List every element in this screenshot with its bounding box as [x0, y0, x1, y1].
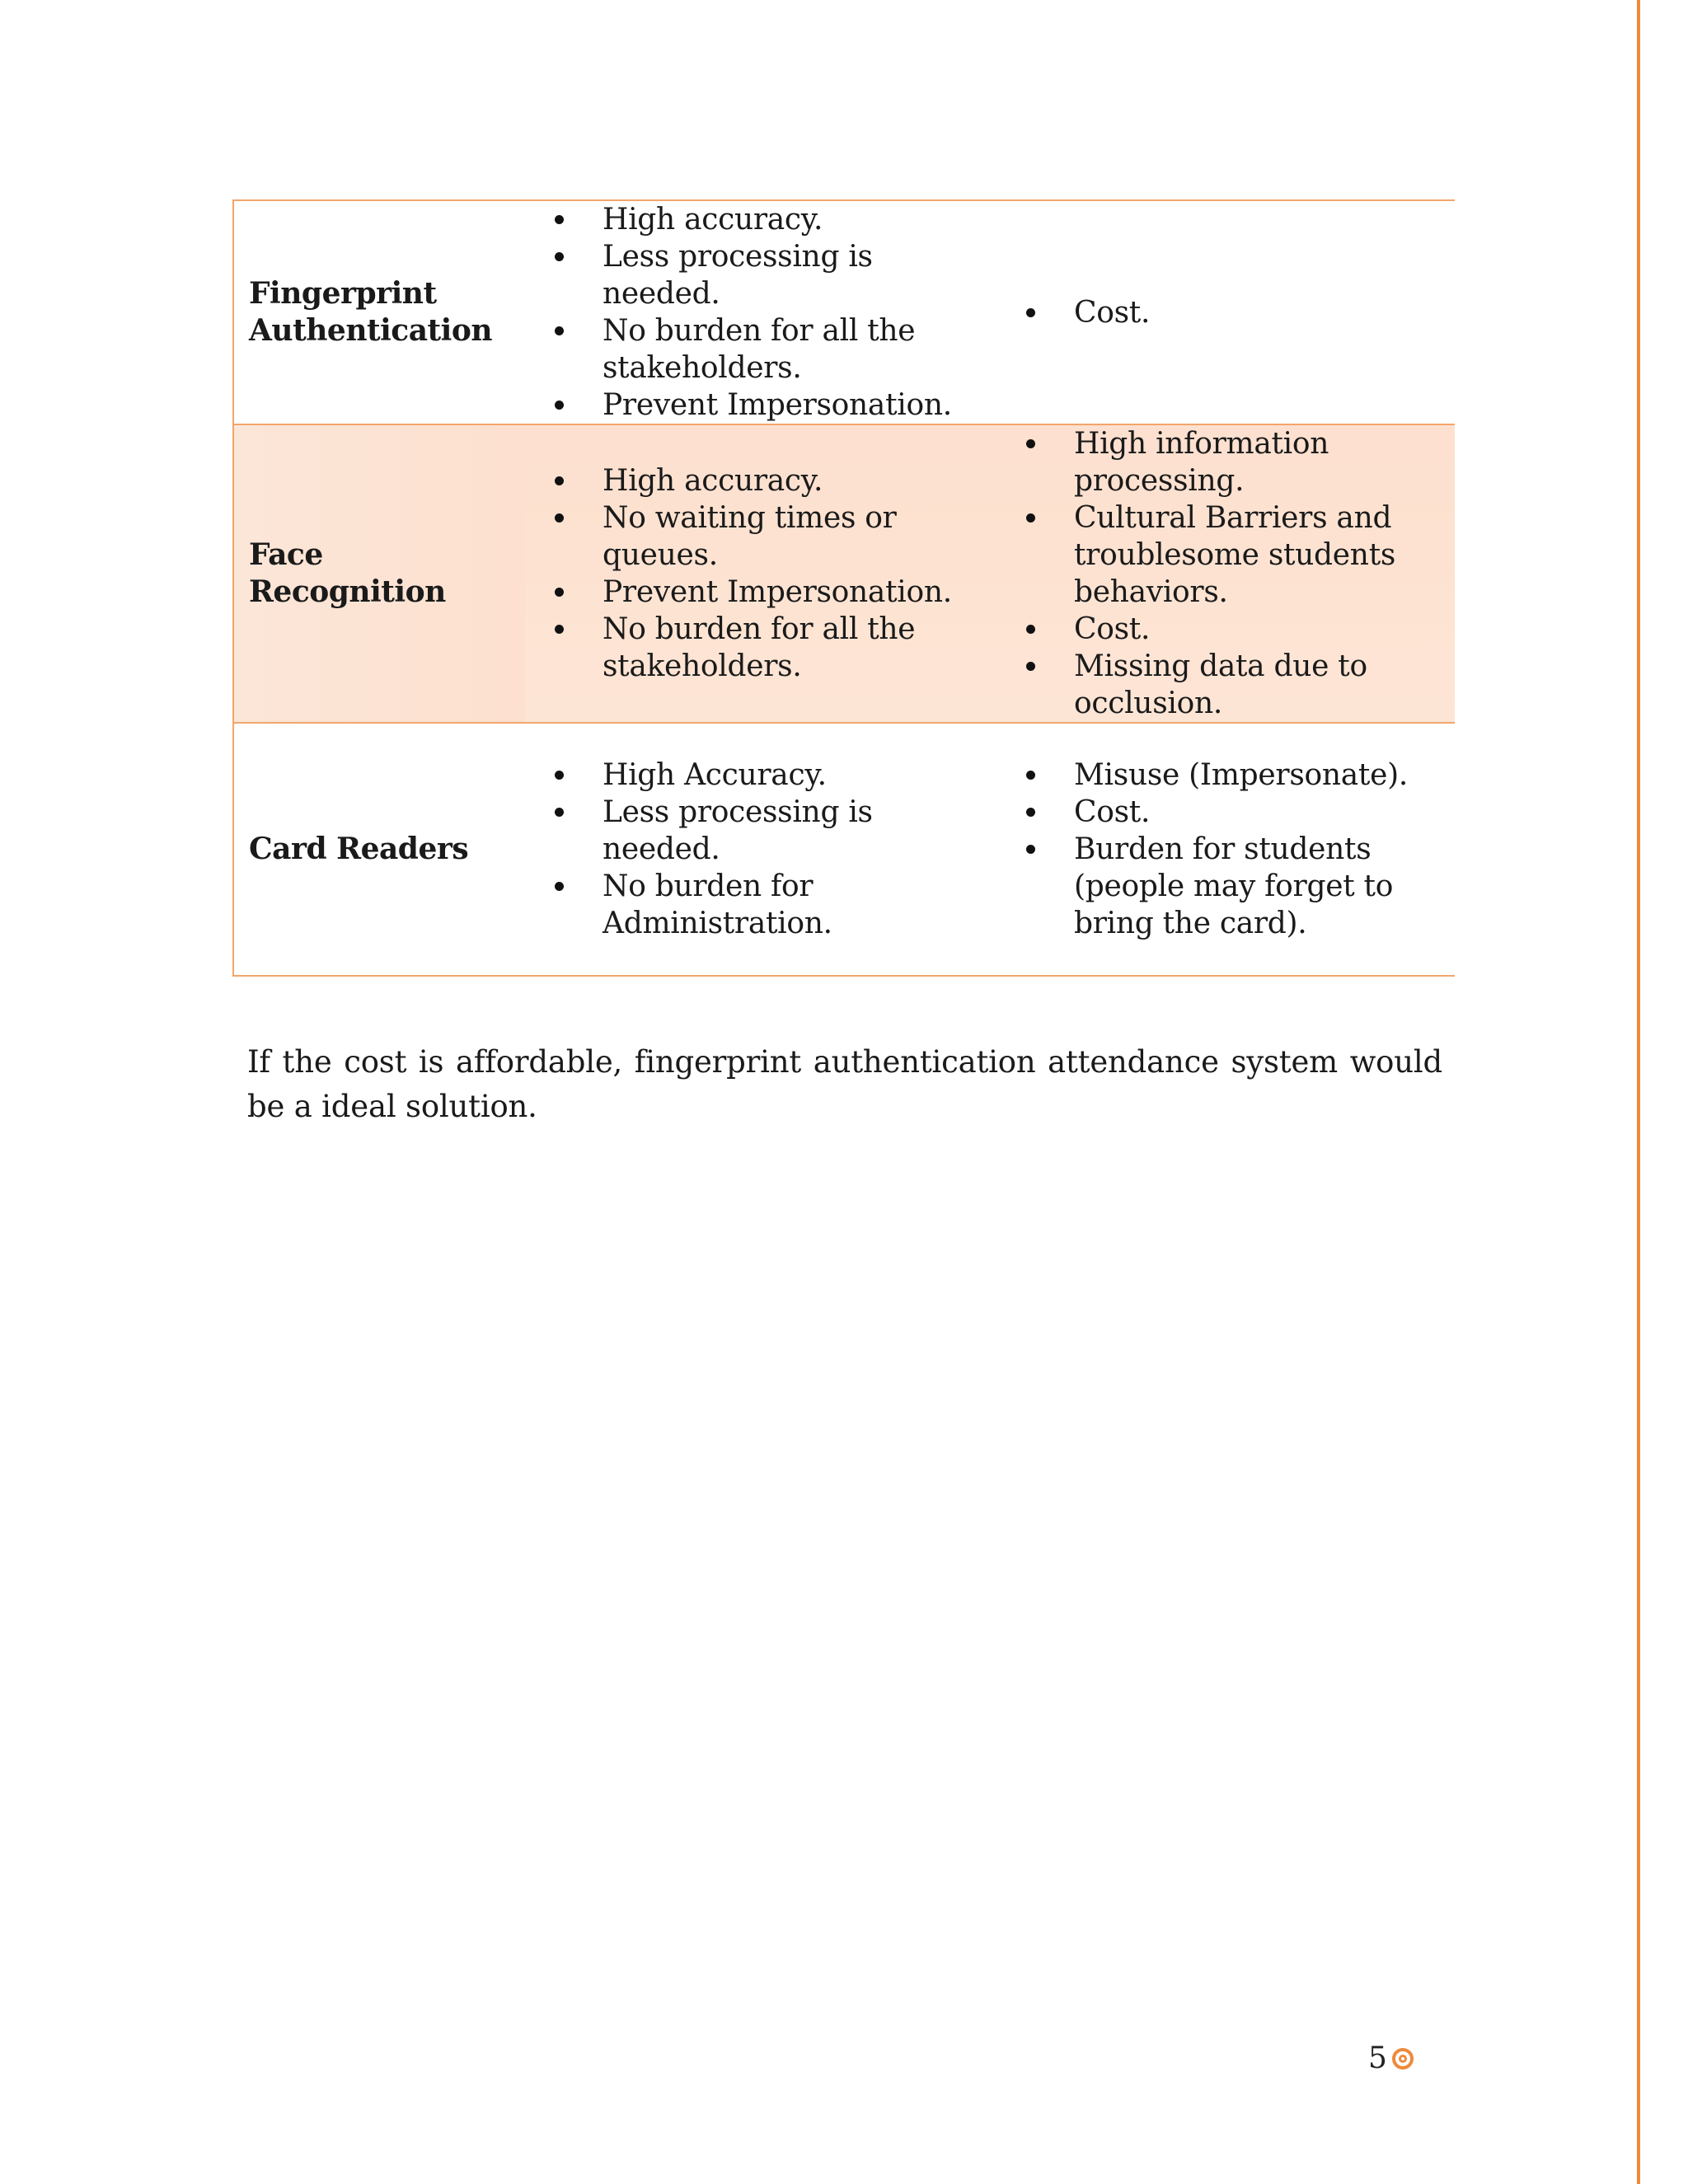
pros-item: Less processing is needed.	[555, 794, 998, 868]
cons-list	[998, 294, 1455, 331]
table-row-fingerprint-authentication	[233, 200, 1455, 424]
attendance-methods-comparison-table	[232, 199, 1455, 977]
cons-item: Cultural Barriers and troublesome students behaviors.	[1026, 499, 1420, 611]
page-margin-rule	[1637, 0, 1640, 2184]
method-name-cell	[233, 424, 525, 723]
cons-item: Misuse (Impersonate).	[1026, 757, 1455, 794]
method-name-cell	[233, 200, 525, 424]
pros-item: No burden for all the stakeholders.	[555, 611, 949, 685]
pros-item: High accuracy.	[555, 201, 998, 238]
cons-item: Missing data due to occlusion.	[1026, 648, 1420, 722]
method-name: Fingerprint Authentication	[249, 276, 493, 348]
pros-item: No burden for all the stakeholders.	[555, 312, 949, 387]
method-name: Card Readers	[249, 832, 469, 866]
cons-item: Cost.	[1026, 294, 1455, 331]
pros-item: High Accuracy.	[555, 757, 998, 794]
concentric-ring-icon	[1392, 2048, 1414, 2069]
pros-cell	[525, 424, 998, 723]
page-number: 5	[1368, 2041, 1387, 2075]
pros-item: No burden for Administration.	[555, 868, 883, 942]
cons-cell	[998, 723, 1455, 976]
cons-cell	[998, 200, 1455, 424]
conclusion-paragraph: If the cost is affordable, fingerprint authentication attendance system would be a ideal solution.	[247, 1044, 1442, 1124]
pros-list	[525, 757, 998, 942]
pros-item: High accuracy.	[555, 462, 998, 499]
cons-list	[998, 757, 1455, 942]
page-footer	[1368, 2041, 1414, 2077]
cons-item: High information processing.	[1026, 425, 1404, 499]
cons-item: Cost.	[1026, 794, 1455, 831]
cons-cell	[998, 424, 1455, 723]
pros-item: Prevent Impersonation.	[555, 574, 998, 611]
cons-item: Burden for students (people may forget to bring the card).	[1026, 831, 1461, 942]
pros-item: Prevent Impersonation.	[555, 387, 998, 424]
table-row-card-readers	[233, 723, 1455, 976]
cons-list	[998, 425, 1455, 722]
cons-item: Cost.	[1026, 611, 1455, 648]
method-name-cell	[233, 723, 525, 976]
pros-list	[525, 462, 998, 685]
table-row-face-recognition	[233, 424, 1455, 723]
method-name: Face Recognition	[249, 537, 446, 609]
pros-list	[525, 201, 998, 424]
pros-item: No waiting times or queues.	[555, 499, 949, 574]
pros-cell	[525, 200, 998, 424]
pros-cell	[525, 723, 998, 976]
pros-item: Less processing is needed.	[555, 238, 998, 312]
